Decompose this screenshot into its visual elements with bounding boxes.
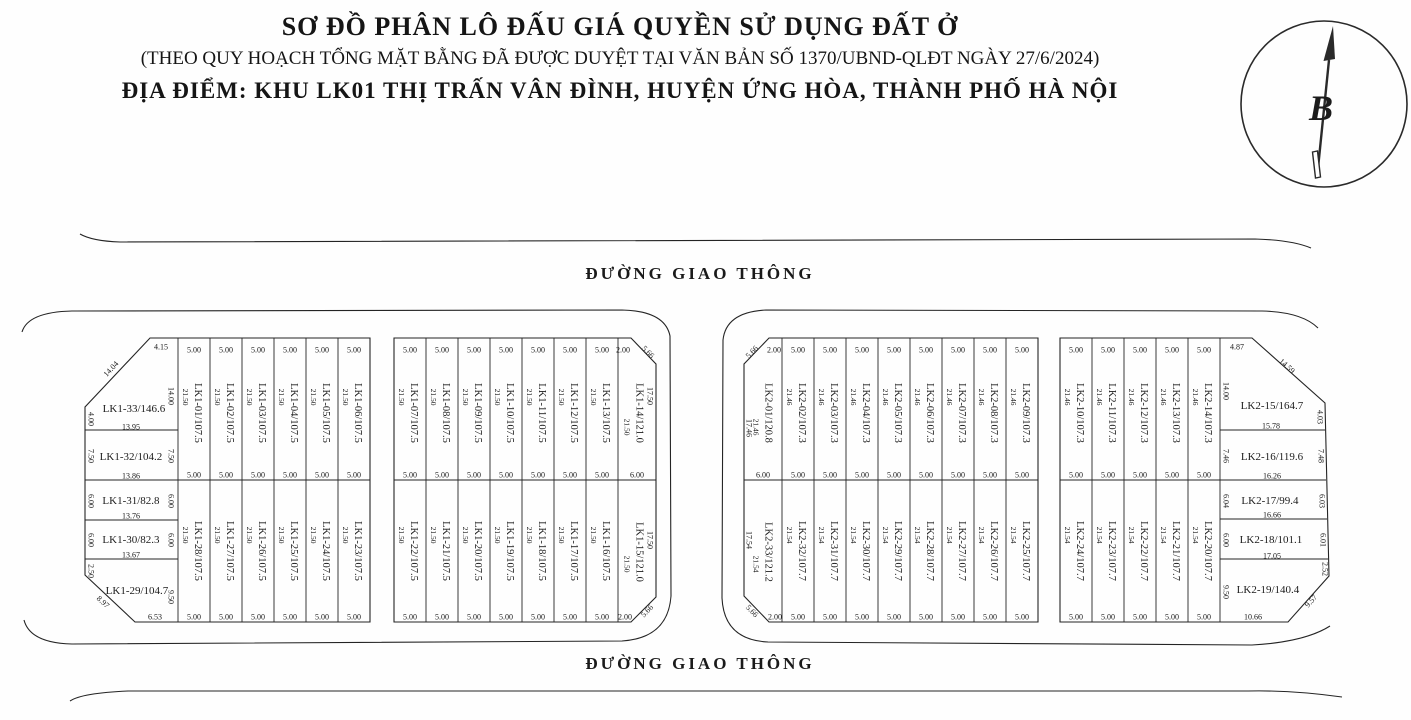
dim-label: 6.53 — [148, 612, 162, 622]
dim-label: 21.50 — [181, 388, 190, 406]
dim-label: 17.54 — [744, 531, 754, 549]
dim-label: 5.00 — [435, 345, 449, 355]
dim-label: 5.00 — [1101, 470, 1115, 480]
plot-id-label: LK1-06/107.5 — [352, 383, 363, 443]
dim-label: 21.50 — [622, 555, 632, 573]
dim-label: 6.00 — [630, 470, 644, 480]
dim-label: 5.00 — [467, 345, 481, 355]
road-label-top: ĐƯỜNG GIAO THÔNG — [585, 264, 815, 283]
plot-id-label: LK2-31/107.7 — [828, 521, 839, 581]
dim-label: 5.00 — [1069, 612, 1083, 622]
plot-id-label: LK2-13/107.3 — [1170, 383, 1181, 443]
dim-label: 4.00 — [86, 412, 96, 426]
dim-label: 21.50 — [397, 388, 406, 406]
dim-label: 5.00 — [403, 612, 417, 622]
dim-label: 21.50 — [589, 526, 598, 544]
dim-label: 5.00 — [347, 345, 361, 355]
dim-label: 21.54 — [785, 526, 794, 544]
dim-label: 21.46 — [913, 388, 922, 406]
plot-id-label: LK1-08/107.5 — [440, 383, 451, 443]
dim-label: 5.00 — [251, 470, 265, 480]
dim-label: 5.00 — [467, 612, 481, 622]
plot-id-label: LK2-33/121.2 — [762, 522, 774, 582]
dim-label: 5.00 — [251, 612, 265, 622]
dim-label: 5.00 — [563, 345, 577, 355]
dim-label: 21.54 — [1063, 526, 1072, 544]
plot-id-label: LK2-27/107.7 — [956, 521, 967, 581]
page-title: SƠ ĐỒ PHÂN LÔ ĐẤU GIÁ QUYỀN SỬ DỤNG ĐẤT Ở — [281, 12, 959, 41]
plot-id-label: LK1-09/107.5 — [472, 383, 483, 443]
dim-label: 5.00 — [563, 470, 577, 480]
dim-label: 5.00 — [435, 470, 449, 480]
plot-id-label: LK1-28/107.5 — [192, 521, 203, 581]
dim-label: 5.00 — [1133, 470, 1147, 480]
dim-label: 5.66 — [639, 343, 657, 361]
dim-label: 21.50 — [213, 526, 222, 544]
dim-label: 6.00 — [166, 533, 176, 547]
dim-label: 5.00 — [531, 470, 545, 480]
dim-label: 21.50 — [429, 388, 438, 406]
plot-id-label: LK2-11/107.3 — [1106, 383, 1117, 443]
dim-label: 5.00 — [187, 470, 201, 480]
dim-label: 21.46 — [977, 388, 986, 406]
plot-id-label: LK1-21/107.5 — [440, 521, 451, 581]
dim-label: 5.00 — [1197, 345, 1211, 355]
dim-label: 5.00 — [823, 612, 837, 622]
plot-id-label: LK2-26/107.7 — [988, 521, 999, 581]
plot-id-label: LK1-29/104.7 — [105, 585, 169, 597]
dim-label: 21.54 — [1159, 526, 1168, 544]
plot-id-label: LK1-14/121.0 — [633, 383, 645, 443]
dim-label: 21.50 — [245, 526, 254, 544]
dim-label: 5.00 — [983, 470, 997, 480]
dim-label: 21.50 — [622, 418, 632, 436]
plot-id-label: LK1-18/107.5 — [536, 521, 547, 581]
dim-label: 5.00 — [531, 612, 545, 622]
plot-id-label: LK2-08/107.3 — [988, 383, 999, 443]
plot-id-label: LK1-27/107.5 — [224, 521, 235, 581]
plot-id-label: LK1-13/107.5 — [600, 383, 611, 443]
dim-label: 2.50 — [86, 564, 96, 578]
dim-label: 21.50 — [493, 526, 502, 544]
plot-id-label: LK1-05/107.5 — [320, 383, 331, 443]
dim-label: 5.00 — [983, 345, 997, 355]
dim-label: 6.00 — [166, 494, 176, 508]
dim-label: 6.01 — [1318, 533, 1328, 547]
plot-id-label: LK1-22/107.5 — [408, 521, 419, 581]
dim-label: 2.00 — [618, 612, 632, 622]
dim-label: 21.54 — [849, 526, 858, 544]
dim-label: 5.00 — [467, 470, 481, 480]
dim-label: 21.50 — [277, 388, 286, 406]
dim-label: 14.59 — [1277, 356, 1297, 376]
dim-label: 5.00 — [1133, 612, 1147, 622]
plot-id-label: LK1-17/107.5 — [568, 521, 579, 581]
plot-id-label: LK2-03/107.3 — [828, 383, 839, 443]
dim-label: 5.00 — [187, 345, 201, 355]
dim-label: 5.66 — [743, 602, 761, 620]
dim-label: 21.54 — [977, 526, 986, 544]
dim-label: 14.00 — [166, 387, 176, 405]
dim-label: 21.50 — [245, 388, 254, 406]
dim-label: 21.50 — [213, 388, 222, 406]
dim-label: 2.52 — [1320, 562, 1330, 576]
dim-label: 21.50 — [493, 388, 502, 406]
dim-label: 21.54 — [1191, 526, 1200, 544]
dim-label: 6.04 — [1221, 494, 1231, 508]
dim-label: 21.46 — [881, 388, 890, 406]
dim-label: 2.00 — [768, 612, 782, 622]
plot-id-label: LK1-12/107.5 — [568, 383, 579, 443]
dim-label: 21.46 — [785, 388, 794, 406]
plot-id-label: LK1-10/107.5 — [504, 383, 515, 443]
dim-label: 5.00 — [1197, 470, 1211, 480]
dim-label: 5.00 — [219, 612, 233, 622]
dim-label: 4.15 — [154, 342, 168, 352]
plot-id-label: LK1-31/82.8 — [102, 495, 160, 507]
dim-label: 4.03 — [1315, 410, 1325, 424]
dim-label: 21.46 — [1009, 388, 1018, 406]
plot-id-label: LK2-19/140.4 — [1236, 584, 1300, 596]
dim-label: 5.00 — [1015, 345, 1029, 355]
dim-label: 21.54 — [881, 526, 890, 544]
plot-id-label: LK1-02/107.5 — [224, 383, 235, 443]
dim-label: 5.00 — [563, 612, 577, 622]
dim-label: 5.00 — [791, 612, 805, 622]
dim-label: 5.00 — [1069, 470, 1083, 480]
dim-label: 5.66 — [743, 343, 761, 361]
dim-label: 16.66 — [1263, 510, 1281, 520]
dim-label: 21.46 — [817, 388, 826, 406]
dim-label: 4.87 — [1230, 342, 1244, 352]
dim-label: 5.00 — [791, 470, 805, 480]
plot-id-label: LK1-03/107.5 — [256, 383, 267, 443]
dim-label: 5.00 — [919, 612, 933, 622]
dim-label: 21.46 — [849, 388, 858, 406]
page-location: ĐỊA ĐIỂM: KHU LK01 THỊ TRẤN VÂN ĐÌNH, HUYỆN ỨNG HÒA, THÀNH PHỐ HÀ NỘI — [121, 78, 1119, 103]
dim-label: 5.00 — [855, 345, 869, 355]
road-edge-bottom — [70, 691, 1342, 701]
plot-id-label: LK2-28/107.7 — [924, 521, 935, 581]
dim-label: 5.00 — [951, 470, 965, 480]
plot-id-label: LK1-15/121.0 — [633, 522, 645, 582]
dim-label: 21.46 — [945, 388, 954, 406]
dim-label: 17.05 — [1263, 551, 1281, 561]
dim-label: 5.00 — [1165, 612, 1179, 622]
dim-label: 5.00 — [403, 470, 417, 480]
dim-label: 6.00 — [1221, 533, 1231, 547]
dim-label: 21.54 — [751, 555, 761, 573]
dim-label: 5.00 — [791, 345, 805, 355]
dim-label: 5.00 — [283, 612, 297, 622]
dim-label: 21.54 — [1095, 526, 1104, 544]
dim-label: 5.00 — [983, 612, 997, 622]
plot-id-label: LK2-29/107.7 — [892, 521, 903, 581]
dim-label: 21.50 — [181, 526, 190, 544]
dim-label: 21.50 — [309, 526, 318, 544]
plot-id-label: LK2-05/107.3 — [892, 383, 903, 443]
page-subtitle: (THEO QUY HOẠCH TỔNG MẶT BẰNG ĐÃ ĐƯỢC DUYỆT TẠI VĂN BẢN SỐ 1370/UBND-QLĐT NGÀY 27/6/2024) — [140, 48, 1100, 69]
plot-id-label: LK1-23/107.5 — [352, 521, 363, 581]
road-edge-top — [80, 234, 1311, 248]
dim-label: 21.54 — [1009, 526, 1018, 544]
dim-label: 21.54 — [913, 526, 922, 544]
plot-id-label: LK2-20/107.7 — [1202, 521, 1213, 581]
dim-label: 6.00 — [756, 470, 770, 480]
dim-label: 5.00 — [499, 470, 513, 480]
dim-label: 7.46 — [1221, 449, 1231, 463]
plot-id-label: LK1-11/107.5 — [536, 383, 547, 443]
dim-label: 14.04 — [101, 359, 121, 379]
plot-id-label: LK1-20/107.5 — [472, 521, 483, 581]
dim-label: 14.00 — [1221, 382, 1231, 400]
dim-label: 5.00 — [823, 345, 837, 355]
dim-label: 21.50 — [525, 388, 534, 406]
dim-label: 10.66 — [1244, 612, 1262, 622]
dim-label: 21.50 — [341, 388, 350, 406]
dim-label: 21.50 — [461, 388, 470, 406]
dim-label: 5.00 — [347, 612, 361, 622]
dim-label: 5.00 — [919, 470, 933, 480]
plot-id-label: LK2-21/107.7 — [1170, 521, 1181, 581]
plot-id-label: LK2-16/119.6 — [1240, 451, 1304, 463]
dim-label: 5.00 — [855, 612, 869, 622]
dim-label: 5.00 — [403, 345, 417, 355]
plot-id-label: LK1-16/107.5 — [600, 521, 611, 581]
plot-id-label: LK2-18/101.1 — [1239, 534, 1303, 546]
plot-id-label: LK1-24/107.5 — [320, 521, 331, 581]
plot-id-label: LK2-07/107.3 — [956, 383, 967, 443]
dim-label: 5.00 — [1165, 345, 1179, 355]
dim-label: 21.46 — [1159, 388, 1168, 406]
dim-label: 21.50 — [589, 388, 598, 406]
dim-label: 5.00 — [919, 345, 933, 355]
dim-label: 5.00 — [1133, 345, 1147, 355]
dim-label: 21.50 — [557, 526, 566, 544]
dim-label: 5.00 — [887, 470, 901, 480]
plot-id-label: LK1-01/107.5 — [192, 383, 203, 443]
dim-label: 5.00 — [595, 345, 609, 355]
dim-label: 21.54 — [1127, 526, 1136, 544]
dim-label: 6.00 — [86, 533, 96, 547]
plot-id-label: LK1-33/146.6 — [102, 403, 166, 415]
plot-id-label: LK2-22/107.7 — [1138, 521, 1149, 581]
dim-label: 5.00 — [251, 345, 265, 355]
plot-id-label: LK1-07/107.5 — [408, 383, 419, 443]
dim-label: 5.00 — [283, 470, 297, 480]
dim-label: 5.00 — [855, 470, 869, 480]
plot-id-label: LK2-12/107.3 — [1138, 383, 1149, 443]
plot-id-label: LK2-25/107.7 — [1020, 521, 1031, 581]
dim-label: 16.26 — [1263, 471, 1281, 481]
dim-label: 7.50 — [86, 449, 96, 463]
dim-label: 5.00 — [823, 470, 837, 480]
plot-id-label: LK2-02/107.3 — [796, 383, 807, 443]
dim-label: 13.67 — [122, 550, 140, 560]
dim-label: 5.00 — [219, 470, 233, 480]
dim-label: 7.50 — [166, 449, 176, 463]
dim-label: 5.00 — [1015, 612, 1029, 622]
plot-id-label: LK2-24/107.7 — [1074, 521, 1085, 581]
dim-label: 5.00 — [219, 345, 233, 355]
plot-id-label: LK2-14/107.3 — [1202, 383, 1213, 443]
plot-id-label: LK2-17/99.4 — [1241, 495, 1299, 507]
dim-label: 9.50 — [166, 590, 176, 604]
dim-label: 5.00 — [595, 612, 609, 622]
dim-label: 2.00 — [616, 345, 630, 355]
dim-label: 5.00 — [315, 345, 329, 355]
plot-id-label: LK2-30/107.7 — [860, 521, 871, 581]
dim-label: 5.00 — [887, 612, 901, 622]
dim-label: 5.00 — [531, 345, 545, 355]
plot-id-label: LK2-06/107.3 — [924, 383, 935, 443]
dim-label: 21.50 — [525, 526, 534, 544]
dim-label: 5.00 — [187, 612, 201, 622]
dim-label: 17.46 — [744, 419, 754, 437]
dim-label: 5.00 — [1015, 470, 1029, 480]
dim-label: 5.00 — [1165, 470, 1179, 480]
dim-label: 5.66 — [638, 602, 656, 620]
dim-label: 21.50 — [461, 526, 470, 544]
dim-label: 5.00 — [951, 345, 965, 355]
plot-id-label: LK2-10/107.3 — [1074, 383, 1085, 443]
dim-label: 13.86 — [122, 471, 140, 481]
dim-label: 9.50 — [1221, 585, 1231, 599]
dim-label: 8.97 — [94, 593, 112, 611]
plot-id-label: LK2-23/107.7 — [1106, 521, 1117, 581]
dim-label: 17.50 — [645, 531, 655, 549]
dim-label: 21.46 — [751, 418, 761, 436]
dim-label: 5.00 — [887, 345, 901, 355]
dim-label: 5.00 — [283, 345, 297, 355]
dim-label: 2.00 — [767, 345, 781, 355]
dim-label: 5.00 — [1069, 345, 1083, 355]
dim-label: 9.57 — [1302, 592, 1320, 610]
dim-label: 6.00 — [86, 494, 96, 508]
dim-label: 7.48 — [1316, 449, 1326, 463]
dim-label: 21.50 — [397, 526, 406, 544]
plot-id-label: LK1-19/107.5 — [504, 521, 515, 581]
plot-id-label: LK1-30/82.3 — [102, 534, 160, 546]
dim-label: 6.03 — [1317, 494, 1327, 508]
plot-id-label: LK2-15/164.7 — [1240, 400, 1304, 412]
dim-label: 21.54 — [817, 526, 826, 544]
plot-id-label: LK1-25/107.5 — [288, 521, 299, 581]
dim-label: 5.00 — [315, 612, 329, 622]
dim-label: 21.46 — [1063, 388, 1072, 406]
dim-label: 21.50 — [341, 526, 350, 544]
dim-label: 5.00 — [499, 612, 513, 622]
plot-id-label: LK1-04/107.5 — [288, 383, 299, 443]
plot-id-label: LK2-01/120.8 — [762, 383, 774, 443]
dim-label: 5.00 — [435, 612, 449, 622]
dim-label: 21.46 — [1127, 388, 1136, 406]
dim-label: 5.00 — [595, 470, 609, 480]
dim-label: 5.00 — [315, 470, 329, 480]
dim-label: 5.00 — [499, 345, 513, 355]
plot-id-label: LK1-26/107.5 — [256, 521, 267, 581]
dim-label: 21.54 — [945, 526, 954, 544]
dim-label: 21.50 — [277, 526, 286, 544]
dim-label: 21.46 — [1191, 388, 1200, 406]
road-label-bottom: ĐƯỜNG GIAO THÔNG — [585, 654, 815, 673]
dim-label: 5.00 — [1101, 345, 1115, 355]
north-letter: B — [1308, 88, 1334, 128]
dim-label: 15.78 — [1262, 421, 1280, 431]
dim-label: 21.50 — [309, 388, 318, 406]
dim-label: 5.00 — [1101, 612, 1115, 622]
dim-label: 5.00 — [347, 470, 361, 480]
dim-label: 5.00 — [1197, 612, 1211, 622]
plot-id-label: LK1-32/104.2 — [99, 451, 163, 463]
dim-label: 21.46 — [1095, 388, 1104, 406]
dim-label: 17.50 — [645, 387, 655, 405]
dim-label: 13.76 — [122, 511, 140, 521]
dim-label: 21.50 — [557, 388, 566, 406]
plot-id-label: LK2-04/107.3 — [860, 383, 871, 443]
dim-label: 21.50 — [429, 526, 438, 544]
plot-id-label: LK2-32/107.7 — [796, 521, 807, 581]
plot-id-label: LK2-09/107.3 — [1020, 383, 1031, 443]
dim-label: 13.95 — [122, 422, 140, 432]
dim-label: 5.00 — [951, 612, 965, 622]
